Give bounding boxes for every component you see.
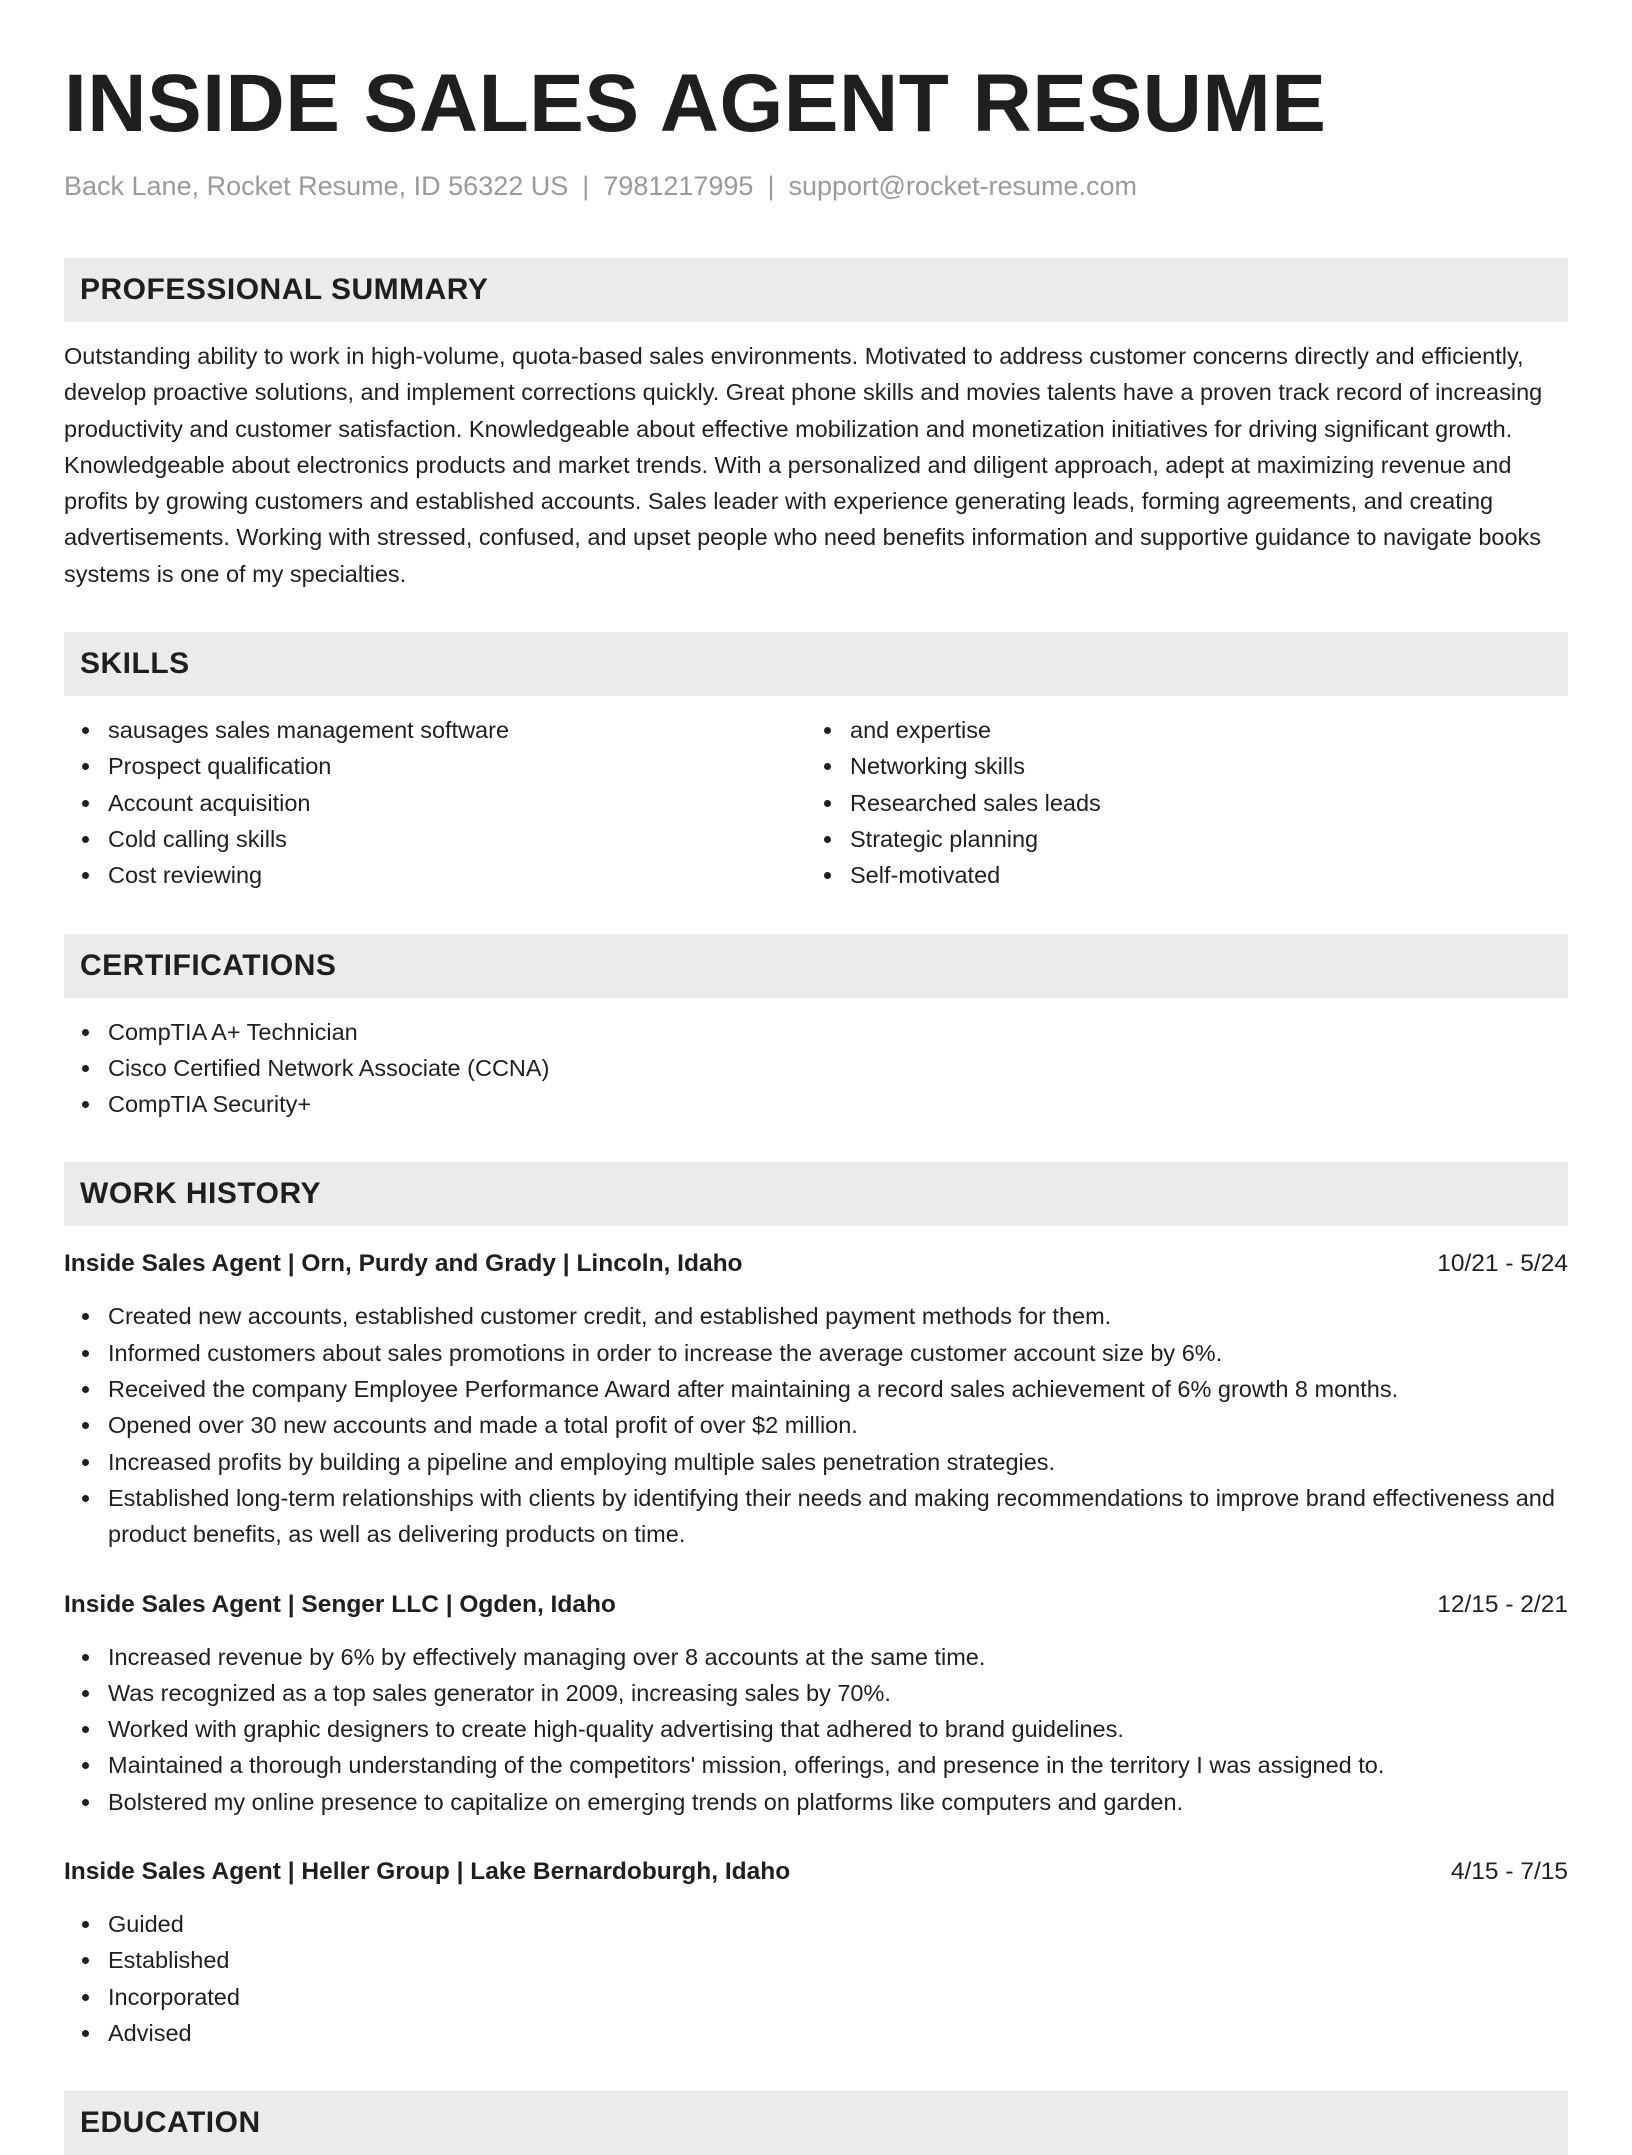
job-bullet: Worked with graphic designers to create high-quality advertising that adhered to brand guidelines. — [108, 1711, 1568, 1747]
section-title-certifications: CERTIFICATIONS — [80, 948, 337, 982]
skills-list-left — [64, 712, 806, 893]
skill-item: Account acquisition — [108, 785, 806, 821]
skills-grid — [64, 712, 1568, 893]
section-header-work-history — [64, 1162, 1568, 1226]
certification-item: CompTIA Security+ — [108, 1086, 1568, 1122]
job-entry — [64, 1587, 1568, 1820]
certifications-list — [64, 1014, 1568, 1123]
job-bullet: Bolstered my online presence to capitalize on emerging trends on platforms like computers and garden. — [108, 1784, 1568, 1820]
job-header — [64, 1854, 1568, 1890]
skill-item: Self-motivated — [850, 857, 1548, 893]
job-title: Inside Sales Agent | Heller Group | Lake Bernardoburgh, Idaho — [64, 1858, 791, 1886]
section-title-education: EDUCATION — [80, 2106, 261, 2140]
job-bullets — [64, 1298, 1568, 1552]
certification-item: CompTIA A+ Technician — [108, 1014, 1568, 1050]
section-title-skills: SKILLS — [80, 647, 190, 681]
job-bullet: Informed customers about sales promotions in order to increase the average customer account size by 6%. — [108, 1335, 1568, 1371]
skills-list-right — [806, 712, 1548, 893]
job-bullet: Incorporated — [108, 1979, 1568, 2015]
section-header-education — [64, 2091, 1568, 2155]
contact-line — [64, 168, 1568, 204]
summary-text: Outstanding ability to work in high-volume, quota-based sales environments. Motivated to address customer concerns directly and efficiently, develop proactive solutions, and implement corrections quickly. Great phone skills and movies talents have a proven track record of increasing productivity and customer satisfaction. Knowledgeable about effective mobilization and monetization initiatives for driving significant growth. Knowledgeable about electronics products and market trends. With a personalized and diligent approach, adept at maximizing revenue and profits by growing customers and established accounts. Sales leader with experience generating leads, forming agreements, and creating advertisements. Working with stressed, confused, and upset people who need benefits information and supportive guidance to navigate books systems is one of my specialties. — [64, 343, 1543, 587]
job-bullet: Advised — [108, 2015, 1568, 2051]
job-bullet: Opened over 30 new accounts and made a total profit of over $2 million. — [108, 1407, 1568, 1443]
skill-item: Strategic planning — [850, 821, 1548, 857]
contact-separator: | — [582, 171, 590, 201]
skill-item: Cost reviewing — [108, 857, 806, 893]
section-header-summary — [64, 258, 1568, 322]
job-bullet: Established long-term relationships with clients by identifying their needs and making recommendations to improve brand effectiveness and product benefits, as well as delivering products on time. — [108, 1480, 1568, 1553]
job-bullet: Guided — [108, 1906, 1568, 1942]
job-entry — [64, 1854, 1568, 2051]
certification-item: Cisco Certified Network Associate (CCNA) — [108, 1050, 1568, 1086]
job-dates: 12/15 - 2/21 — [1437, 1590, 1568, 1618]
contact-phone: 7981217995 — [603, 171, 754, 201]
job-bullet: Established — [108, 1942, 1568, 1978]
job-title: Inside Sales Agent | Orn, Purdy and Grady | Lincoln, Idaho — [64, 1250, 743, 1278]
job-bullet: Created new accounts, established customer credit, and established payment methods for them. — [108, 1298, 1568, 1334]
section-header-certifications — [64, 934, 1568, 998]
section-header-skills — [64, 632, 1568, 696]
job-header — [64, 1246, 1568, 1282]
job-bullet: Increased revenue by 6% by effectively managing over 8 accounts at the same time. — [108, 1639, 1568, 1675]
contact-address: Back Lane, Rocket Resume, ID 56322 US — [64, 171, 569, 201]
contact-email: support@rocket-resume.com — [788, 171, 1137, 201]
skill-item: Prospect qualification — [108, 748, 806, 784]
job-title: Inside Sales Agent | Senger LLC | Ogden, Idaho — [64, 1590, 616, 1618]
job-bullet: Was recognized as a top sales generator in 2009, increasing sales by 70%. — [108, 1675, 1568, 1711]
job-dates: 4/15 - 7/15 — [1450, 1858, 1568, 1886]
job-bullets — [64, 1639, 1568, 1820]
skill-item: sausages sales management software — [108, 712, 806, 748]
job-entry — [64, 1246, 1568, 1552]
job-bullet: Received the company Employee Performance Award after maintaining a record sales achievement of 6% growth 8 months. — [108, 1371, 1568, 1407]
section-title-summary: PROFESSIONAL SUMMARY — [80, 273, 489, 306]
job-bullet: Increased profits by building a pipeline and employing multiple sales penetration strategies. — [108, 1444, 1568, 1480]
job-dates: 10/21 - 5/24 — [1437, 1250, 1568, 1278]
skill-item: Researched sales leads — [850, 785, 1548, 821]
job-header — [64, 1587, 1568, 1623]
section-title-work-history: WORK HISTORY — [80, 1177, 322, 1211]
skill-item: Networking skills — [850, 748, 1548, 784]
skill-item: Cold calling skills — [108, 821, 806, 857]
contact-separator: | — [767, 171, 775, 201]
job-bullets — [64, 1906, 1568, 2051]
job-bullet: Maintained a thorough understanding of the competitors' mission, offerings, and presence in the territory I was assigned to. — [108, 1747, 1568, 1783]
skill-item: and expertise — [850, 712, 1548, 748]
resume-title: INSIDE SALES AGENT RESUME — [64, 58, 1327, 149]
